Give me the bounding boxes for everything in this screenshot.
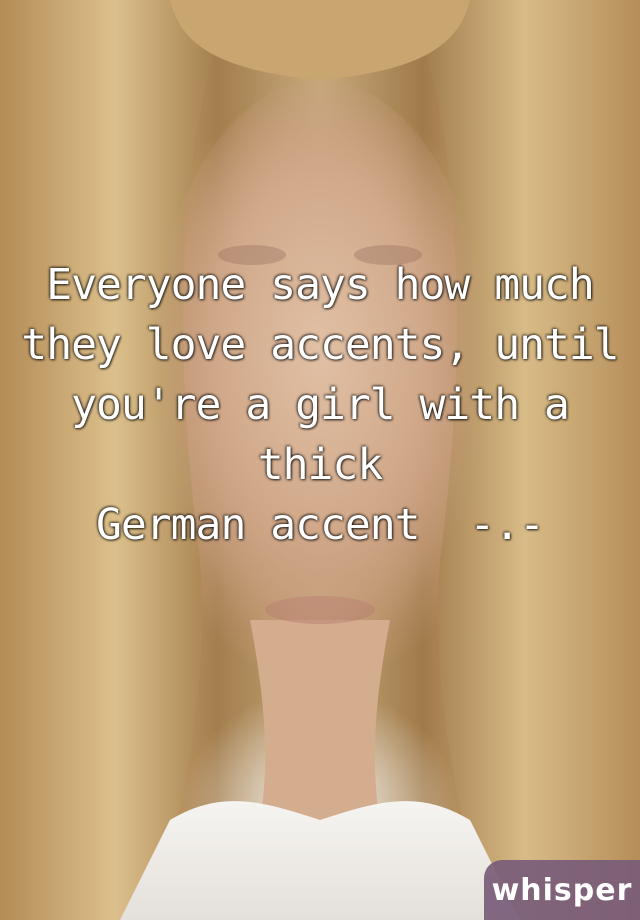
post-caption <box>20 255 620 555</box>
whisper-logo-badge[interactable] <box>484 860 640 920</box>
caption-line: German accent -.- <box>96 500 544 550</box>
whisper-logo-text: whisper <box>491 872 633 908</box>
caption-line: you're a girl with a thick <box>71 380 569 490</box>
caption-line: they love accents, until <box>21 320 619 370</box>
caption-line: Everyone says how much <box>46 260 594 310</box>
